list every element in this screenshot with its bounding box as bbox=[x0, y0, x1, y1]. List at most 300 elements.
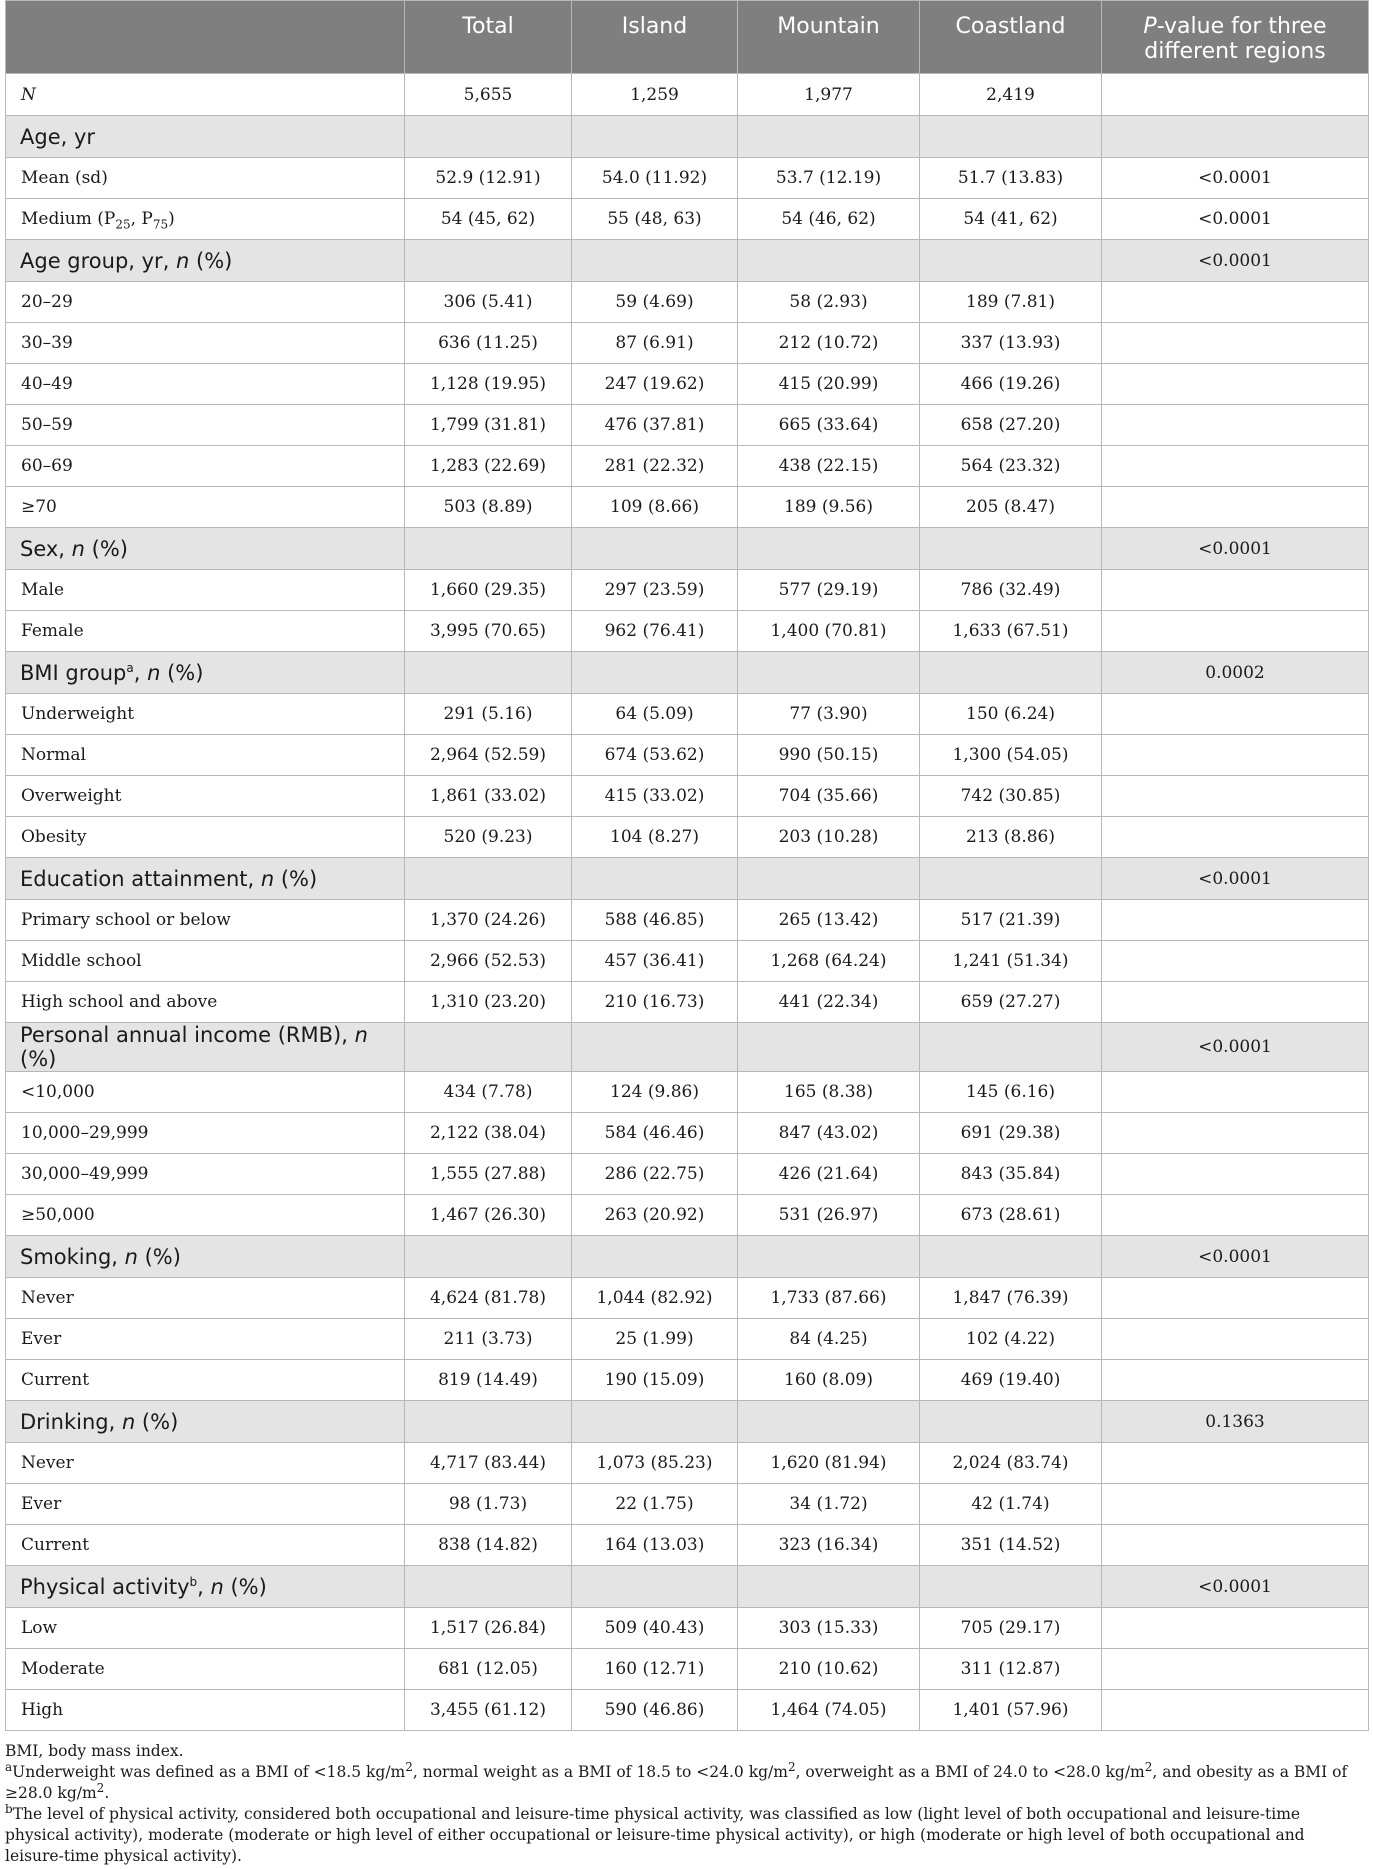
cell-total: 2,964 (52.59) bbox=[405, 735, 572, 776]
cell-mountain: 77 (3.90) bbox=[738, 694, 920, 735]
cell-mountain: 160 (8.09) bbox=[738, 1360, 920, 1401]
row-label: 60–69 bbox=[6, 446, 405, 487]
cell-coastland: 469 (19.40) bbox=[920, 1360, 1102, 1401]
age-mean-label: Mean (sd) bbox=[6, 158, 405, 199]
n-label: N bbox=[6, 74, 405, 116]
row-label: Female bbox=[6, 611, 405, 652]
section-label-mid: , bbox=[197, 1574, 211, 1599]
section-label-post: (%) bbox=[137, 1244, 181, 1269]
cell-island: 674 (53.62) bbox=[572, 735, 738, 776]
table-row bbox=[6, 1113, 1369, 1154]
footnote-b bbox=[5, 1801, 1368, 1867]
cell-island: 1,073 (85.23) bbox=[572, 1443, 738, 1484]
age-mean-island: 54.0 (11.92) bbox=[572, 158, 738, 199]
age-median-label-pre: Medium (P bbox=[21, 209, 116, 229]
section-empty-cell bbox=[405, 1236, 572, 1278]
cell-pvalue bbox=[1102, 900, 1369, 941]
cell-pvalue bbox=[1102, 1113, 1369, 1154]
section-empty-cell bbox=[738, 240, 920, 282]
section-smoking-pvalue: <0.0001 bbox=[1102, 1236, 1369, 1278]
cell-island: 415 (33.02) bbox=[572, 776, 738, 817]
row-label: Overweight bbox=[6, 776, 405, 817]
section-label-italic: n bbox=[260, 866, 275, 891]
section-age bbox=[6, 116, 1369, 158]
age-median-row bbox=[6, 199, 1369, 240]
table-row bbox=[6, 900, 1369, 941]
table-row bbox=[6, 446, 1369, 487]
cell-coastland: 1,300 (54.05) bbox=[920, 735, 1102, 776]
cell-pvalue bbox=[1102, 1195, 1369, 1236]
cell-mountain: 165 (8.38) bbox=[738, 1072, 920, 1113]
cell-coastland: 691 (29.38) bbox=[920, 1113, 1102, 1154]
cell-total: 2,122 (38.04) bbox=[405, 1113, 572, 1154]
cell-island: 286 (22.75) bbox=[572, 1154, 738, 1195]
footnotes bbox=[5, 1741, 1368, 1867]
cell-total: 4,624 (81.78) bbox=[405, 1278, 572, 1319]
cell-mountain: 438 (22.15) bbox=[738, 446, 920, 487]
section-empty-cell bbox=[738, 1236, 920, 1278]
cell-total: 819 (14.49) bbox=[405, 1360, 572, 1401]
section-age-label: Age, yr bbox=[6, 116, 405, 158]
row-label: Normal bbox=[6, 735, 405, 776]
cell-coastland: 42 (1.74) bbox=[920, 1484, 1102, 1525]
section-empty-cell bbox=[920, 1023, 1102, 1072]
age-median-pvalue: <0.0001 bbox=[1102, 199, 1369, 240]
section-bmi-pvalue: 0.0002 bbox=[1102, 652, 1369, 694]
footnote-a-sq2: 2 bbox=[787, 1759, 796, 1774]
section-empty-cell bbox=[920, 1236, 1102, 1278]
table-row bbox=[6, 1443, 1369, 1484]
table-row bbox=[6, 323, 1369, 364]
header-total: Total bbox=[405, 1, 572, 74]
age-mean-coastland: 51.7 (13.83) bbox=[920, 158, 1102, 199]
section-age-group-label bbox=[6, 240, 405, 282]
section-empty-cell bbox=[738, 1566, 920, 1608]
section-label-post: (%) bbox=[160, 660, 204, 685]
cell-island: 584 (46.46) bbox=[572, 1113, 738, 1154]
age-median-label-mid: , P bbox=[130, 209, 153, 229]
cell-island: 247 (19.62) bbox=[572, 364, 738, 405]
footnote-b-mark: b bbox=[5, 1801, 13, 1816]
cell-coastland: 1,847 (76.39) bbox=[920, 1278, 1102, 1319]
cell-coastland: 213 (8.86) bbox=[920, 817, 1102, 858]
row-label: Male bbox=[6, 570, 405, 611]
section-empty-cell bbox=[738, 528, 920, 570]
table-row bbox=[6, 776, 1369, 817]
table-row bbox=[6, 1072, 1369, 1113]
section-empty-cell bbox=[920, 1401, 1102, 1443]
cell-coastland: 659 (27.27) bbox=[920, 982, 1102, 1023]
section-sex-label bbox=[6, 528, 405, 570]
cell-coastland: 843 (35.84) bbox=[920, 1154, 1102, 1195]
table-row bbox=[6, 1319, 1369, 1360]
cell-mountain: 212 (10.72) bbox=[738, 323, 920, 364]
cell-pvalue bbox=[1102, 487, 1369, 528]
cell-island: 590 (46.86) bbox=[572, 1690, 738, 1731]
section-empty-cell bbox=[405, 1566, 572, 1608]
cell-island: 190 (15.09) bbox=[572, 1360, 738, 1401]
row-label: ≥70 bbox=[6, 487, 405, 528]
cell-total: 1,283 (22.69) bbox=[405, 446, 572, 487]
section-empty-cell bbox=[920, 652, 1102, 694]
cell-pvalue bbox=[1102, 1154, 1369, 1195]
table-row bbox=[6, 694, 1369, 735]
cell-total: 838 (14.82) bbox=[405, 1525, 572, 1566]
table-row bbox=[6, 1649, 1369, 1690]
section-label-text: Personal annual income (RMB), bbox=[20, 1023, 355, 1047]
section-label-italic: n bbox=[354, 1023, 368, 1047]
section-drinking-label bbox=[6, 1401, 405, 1443]
cell-pvalue bbox=[1102, 694, 1369, 735]
footnote-a-sq4: 2 bbox=[96, 1780, 105, 1795]
section-bmi bbox=[6, 652, 1369, 694]
table-row bbox=[6, 941, 1369, 982]
age-median-island: 55 (48, 63) bbox=[572, 199, 738, 240]
cell-total: 291 (5.16) bbox=[405, 694, 572, 735]
cell-total: 503 (8.89) bbox=[405, 487, 572, 528]
section-activity-pvalue: <0.0001 bbox=[1102, 1566, 1369, 1608]
row-label: Current bbox=[6, 1525, 405, 1566]
table-row bbox=[6, 1154, 1369, 1195]
cell-coastland: 205 (8.47) bbox=[920, 487, 1102, 528]
cell-total: 1,799 (31.81) bbox=[405, 405, 572, 446]
cell-island: 297 (23.59) bbox=[572, 570, 738, 611]
row-label: Obesity bbox=[6, 817, 405, 858]
cell-total: 3,995 (70.65) bbox=[405, 611, 572, 652]
cell-pvalue bbox=[1102, 1690, 1369, 1731]
section-label-italic: n bbox=[147, 660, 161, 685]
section-income bbox=[6, 1023, 1369, 1072]
n-row bbox=[6, 74, 1369, 116]
table-row bbox=[6, 1484, 1369, 1525]
cell-mountain: 1,268 (64.24) bbox=[738, 941, 920, 982]
cell-mountain: 265 (13.42) bbox=[738, 900, 920, 941]
section-income-label bbox=[6, 1023, 405, 1072]
cell-total: 1,861 (33.02) bbox=[405, 776, 572, 817]
cell-pvalue bbox=[1102, 282, 1369, 323]
header-pvalue bbox=[1102, 1, 1369, 74]
cell-island: 1,044 (82.92) bbox=[572, 1278, 738, 1319]
age-median-label bbox=[6, 199, 405, 240]
cell-island: 87 (6.91) bbox=[572, 323, 738, 364]
cell-mountain: 415 (20.99) bbox=[738, 364, 920, 405]
cell-coastland: 337 (13.93) bbox=[920, 323, 1102, 364]
cell-pvalue bbox=[1102, 735, 1369, 776]
cell-coastland: 742 (30.85) bbox=[920, 776, 1102, 817]
age-mean-row bbox=[6, 158, 1369, 199]
cell-pvalue bbox=[1102, 1608, 1369, 1649]
footnote-a-mark: a bbox=[5, 1759, 13, 1774]
section-label-post: (%) bbox=[84, 536, 128, 561]
table-row bbox=[6, 1195, 1369, 1236]
row-label: 10,000–29,999 bbox=[6, 1113, 405, 1154]
cell-coastland: 564 (23.32) bbox=[920, 446, 1102, 487]
header-mountain: Mountain bbox=[738, 1, 920, 74]
section-drinking bbox=[6, 1401, 1369, 1443]
section-age-group-pvalue: <0.0001 bbox=[1102, 240, 1369, 282]
cell-coastland: 1,241 (51.34) bbox=[920, 941, 1102, 982]
table-row bbox=[6, 1608, 1369, 1649]
section-bmi-label bbox=[6, 652, 405, 694]
cell-total: 2,966 (52.53) bbox=[405, 941, 572, 982]
cell-mountain: 84 (4.25) bbox=[738, 1319, 920, 1360]
cell-total: 3,455 (61.12) bbox=[405, 1690, 572, 1731]
cell-coastland: 466 (19.26) bbox=[920, 364, 1102, 405]
section-empty-cell bbox=[572, 240, 738, 282]
n-coastland: 2,419 bbox=[920, 74, 1102, 116]
cell-pvalue bbox=[1102, 611, 1369, 652]
cell-pvalue bbox=[1102, 1484, 1369, 1525]
cell-mountain: 189 (9.56) bbox=[738, 487, 920, 528]
cell-coastland: 1,633 (67.51) bbox=[920, 611, 1102, 652]
cell-island: 263 (20.92) bbox=[572, 1195, 738, 1236]
age-median-total: 54 (45, 62) bbox=[405, 199, 572, 240]
section-label-italic: n bbox=[176, 248, 190, 273]
cell-pvalue bbox=[1102, 405, 1369, 446]
section-label-post: (%) bbox=[274, 866, 318, 891]
section-label-text: Physical activity bbox=[20, 1574, 190, 1599]
section-label-italic: n bbox=[71, 536, 85, 561]
cell-island: 588 (46.85) bbox=[572, 900, 738, 941]
row-label: Never bbox=[6, 1278, 405, 1319]
header-island: Island bbox=[572, 1, 738, 74]
row-label: 40–49 bbox=[6, 364, 405, 405]
cell-pvalue bbox=[1102, 570, 1369, 611]
age-median-mountain: 54 (46, 62) bbox=[738, 199, 920, 240]
table-row bbox=[6, 735, 1369, 776]
cell-island: 164 (13.03) bbox=[572, 1525, 738, 1566]
header-pvalue-line2: different regions bbox=[1144, 39, 1326, 64]
cell-mountain: 704 (35.66) bbox=[738, 776, 920, 817]
cell-mountain: 1,620 (81.94) bbox=[738, 1443, 920, 1484]
section-label-post: (%) bbox=[223, 1574, 267, 1599]
row-label: ≥50,000 bbox=[6, 1195, 405, 1236]
cell-total: 211 (3.73) bbox=[405, 1319, 572, 1360]
cell-coastland: 1,401 (57.96) bbox=[920, 1690, 1102, 1731]
footnote-a bbox=[5, 1759, 1368, 1804]
cell-total: 520 (9.23) bbox=[405, 817, 572, 858]
section-empty-cell bbox=[405, 652, 572, 694]
cell-pvalue bbox=[1102, 1649, 1369, 1690]
section-age-group bbox=[6, 240, 1369, 282]
section-empty-cell bbox=[572, 1023, 738, 1072]
row-label: 50–59 bbox=[6, 405, 405, 446]
cell-mountain: 847 (43.02) bbox=[738, 1113, 920, 1154]
section-label-sup: b bbox=[189, 1574, 198, 1589]
cell-total: 1,555 (27.88) bbox=[405, 1154, 572, 1195]
table-row bbox=[6, 1525, 1369, 1566]
section-empty-cell bbox=[738, 652, 920, 694]
section-education-label bbox=[6, 858, 405, 900]
footnote-b-text: The level of physical activity, considered both occupational and leisure-time physical activity, was classified as low (light level of both occupational and leisure-time physical activity), moderate (moderate or high level of either occupational or leisure-time physical activity), or high (moderate or high level of both occupational and leisure-time physical activity). bbox=[5, 1805, 1305, 1865]
cell-island: 476 (37.81) bbox=[572, 405, 738, 446]
cell-total: 1,660 (29.35) bbox=[405, 570, 572, 611]
section-label-text: BMI group bbox=[20, 660, 127, 685]
cell-coastland: 189 (7.81) bbox=[920, 282, 1102, 323]
table-row bbox=[6, 817, 1369, 858]
cell-mountain: 441 (22.34) bbox=[738, 982, 920, 1023]
cell-island: 59 (4.69) bbox=[572, 282, 738, 323]
header-coastland: Coastland bbox=[920, 1, 1102, 74]
cell-coastland: 705 (29.17) bbox=[920, 1608, 1102, 1649]
row-label: <10,000 bbox=[6, 1072, 405, 1113]
cell-mountain: 577 (29.19) bbox=[738, 570, 920, 611]
cell-mountain: 58 (2.93) bbox=[738, 282, 920, 323]
footnote-a-text2: , normal weight as a BMI of 18.5 to <24.0 kg/m bbox=[412, 1763, 788, 1781]
section-smoking bbox=[6, 1236, 1369, 1278]
age-mean-total: 52.9 (12.91) bbox=[405, 158, 572, 199]
cell-coastland: 145 (6.16) bbox=[920, 1072, 1102, 1113]
section-age-pvalue bbox=[1102, 116, 1369, 158]
row-label: Current bbox=[6, 1360, 405, 1401]
cell-pvalue bbox=[1102, 446, 1369, 487]
cell-pvalue bbox=[1102, 323, 1369, 364]
table-row bbox=[6, 1278, 1369, 1319]
cell-total: 636 (11.25) bbox=[405, 323, 572, 364]
cell-total: 98 (1.73) bbox=[405, 1484, 572, 1525]
cell-island: 64 (5.09) bbox=[572, 694, 738, 735]
cell-island: 457 (36.41) bbox=[572, 941, 738, 982]
section-sex bbox=[6, 528, 1369, 570]
cell-mountain: 1,400 (70.81) bbox=[738, 611, 920, 652]
cell-mountain: 990 (50.15) bbox=[738, 735, 920, 776]
section-activity-label bbox=[6, 1566, 405, 1608]
table-row bbox=[6, 282, 1369, 323]
n-pvalue bbox=[1102, 74, 1369, 116]
cell-coastland: 673 (28.61) bbox=[920, 1195, 1102, 1236]
section-empty-cell bbox=[738, 858, 920, 900]
section-empty-cell bbox=[572, 858, 738, 900]
header-pvalue-italic: P bbox=[1143, 14, 1157, 39]
cell-coastland: 351 (14.52) bbox=[920, 1525, 1102, 1566]
age-median-label-post: ) bbox=[168, 209, 175, 229]
row-label: Never bbox=[6, 1443, 405, 1484]
table-row bbox=[6, 364, 1369, 405]
section-sex-pvalue: <0.0001 bbox=[1102, 528, 1369, 570]
section-label-text: Age group, yr, bbox=[20, 248, 177, 273]
table-row bbox=[6, 611, 1369, 652]
header-row bbox=[6, 1, 1369, 74]
section-empty-cell bbox=[572, 1566, 738, 1608]
section-education bbox=[6, 858, 1369, 900]
section-label-post: (%) bbox=[135, 1409, 179, 1434]
section-label-text: Smoking, bbox=[20, 1244, 125, 1269]
cell-island: 109 (8.66) bbox=[572, 487, 738, 528]
section-label-text: Drinking, bbox=[20, 1409, 122, 1434]
footnote-a-text1: Underweight was defined as a BMI of <18.5 kg/m bbox=[12, 1763, 406, 1781]
section-empty-cell bbox=[405, 240, 572, 282]
footnote-a-sq1: 2 bbox=[405, 1759, 413, 1774]
cell-mountain: 531 (26.97) bbox=[738, 1195, 920, 1236]
section-empty-cell bbox=[920, 240, 1102, 282]
section-empty-cell bbox=[738, 1023, 920, 1072]
section-label-sup: a bbox=[126, 660, 134, 675]
characteristics-table bbox=[5, 0, 1369, 1731]
row-label: Underweight bbox=[6, 694, 405, 735]
cell-island: 25 (1.99) bbox=[572, 1319, 738, 1360]
cell-mountain: 426 (21.64) bbox=[738, 1154, 920, 1195]
cell-island: 962 (76.41) bbox=[572, 611, 738, 652]
row-label: Ever bbox=[6, 1484, 405, 1525]
cell-coastland: 150 (6.24) bbox=[920, 694, 1102, 735]
cell-coastland: 517 (21.39) bbox=[920, 900, 1102, 941]
row-label: 30,000–49,999 bbox=[6, 1154, 405, 1195]
cell-pvalue bbox=[1102, 1072, 1369, 1113]
cell-mountain: 203 (10.28) bbox=[738, 817, 920, 858]
footnote-a-text4: , and obesity as a BMI of ≥28.0 kg/m bbox=[5, 1763, 1348, 1802]
row-label: Primary school or below bbox=[6, 900, 405, 941]
cell-total: 1,310 (23.20) bbox=[405, 982, 572, 1023]
row-label: High school and above bbox=[6, 982, 405, 1023]
table-row bbox=[6, 487, 1369, 528]
cell-total: 1,370 (24.26) bbox=[405, 900, 572, 941]
cell-pvalue bbox=[1102, 364, 1369, 405]
section-label-text: Sex, bbox=[20, 536, 72, 561]
table-container bbox=[5, 0, 1368, 1867]
cell-pvalue bbox=[1102, 1278, 1369, 1319]
cell-island: 509 (40.43) bbox=[572, 1608, 738, 1649]
cell-mountain: 34 (1.72) bbox=[738, 1484, 920, 1525]
section-empty-cell bbox=[572, 528, 738, 570]
header-blank bbox=[6, 1, 405, 74]
age-median-coastland: 54 (41, 62) bbox=[920, 199, 1102, 240]
cell-mountain: 1,733 (87.66) bbox=[738, 1278, 920, 1319]
cell-island: 124 (9.86) bbox=[572, 1072, 738, 1113]
section-empty-cell bbox=[572, 1236, 738, 1278]
cell-pvalue bbox=[1102, 941, 1369, 982]
cell-coastland: 786 (32.49) bbox=[920, 570, 1102, 611]
section-empty-cell bbox=[738, 1401, 920, 1443]
n-mountain: 1,977 bbox=[738, 74, 920, 116]
age-mean-mountain: 53.7 (12.19) bbox=[738, 158, 920, 199]
cell-coastland: 2,024 (83.74) bbox=[920, 1443, 1102, 1484]
row-label: 20–29 bbox=[6, 282, 405, 323]
section-drinking-pvalue: 0.1363 bbox=[1102, 1401, 1369, 1443]
table-row bbox=[6, 405, 1369, 446]
grouped-sections bbox=[6, 240, 1369, 1731]
row-label: Low bbox=[6, 1608, 405, 1649]
section-empty-cell bbox=[405, 528, 572, 570]
cell-total: 434 (7.78) bbox=[405, 1072, 572, 1113]
section-empty-cell bbox=[920, 1566, 1102, 1608]
row-label: High bbox=[6, 1690, 405, 1731]
section-smoking-label bbox=[6, 1236, 405, 1278]
cell-pvalue bbox=[1102, 817, 1369, 858]
age-mean-pvalue: <0.0001 bbox=[1102, 158, 1369, 199]
cell-island: 22 (1.75) bbox=[572, 1484, 738, 1525]
cell-pvalue bbox=[1102, 1319, 1369, 1360]
table-row bbox=[6, 1690, 1369, 1731]
section-label-post: (%) bbox=[20, 1047, 57, 1071]
footnote-a-text5: . bbox=[104, 1784, 110, 1802]
cell-total: 1,517 (26.84) bbox=[405, 1608, 572, 1649]
section-label-post: (%) bbox=[189, 248, 233, 273]
cell-pvalue bbox=[1102, 776, 1369, 817]
cell-total: 1,128 (19.95) bbox=[405, 364, 572, 405]
section-empty-cell bbox=[405, 1401, 572, 1443]
footnote-a-sq3: 2 bbox=[1144, 1759, 1153, 1774]
section-label-italic: n bbox=[124, 1244, 138, 1269]
section-label-text: Education attainment, bbox=[20, 866, 261, 891]
age-median-sub1: 25 bbox=[115, 217, 131, 232]
cell-mountain: 1,464 (74.05) bbox=[738, 1690, 920, 1731]
section-empty-cell bbox=[920, 858, 1102, 900]
section-income-pvalue: <0.0001 bbox=[1102, 1023, 1369, 1072]
cell-island: 160 (12.71) bbox=[572, 1649, 738, 1690]
table-row bbox=[6, 570, 1369, 611]
table-row bbox=[6, 1360, 1369, 1401]
cell-pvalue bbox=[1102, 1443, 1369, 1484]
